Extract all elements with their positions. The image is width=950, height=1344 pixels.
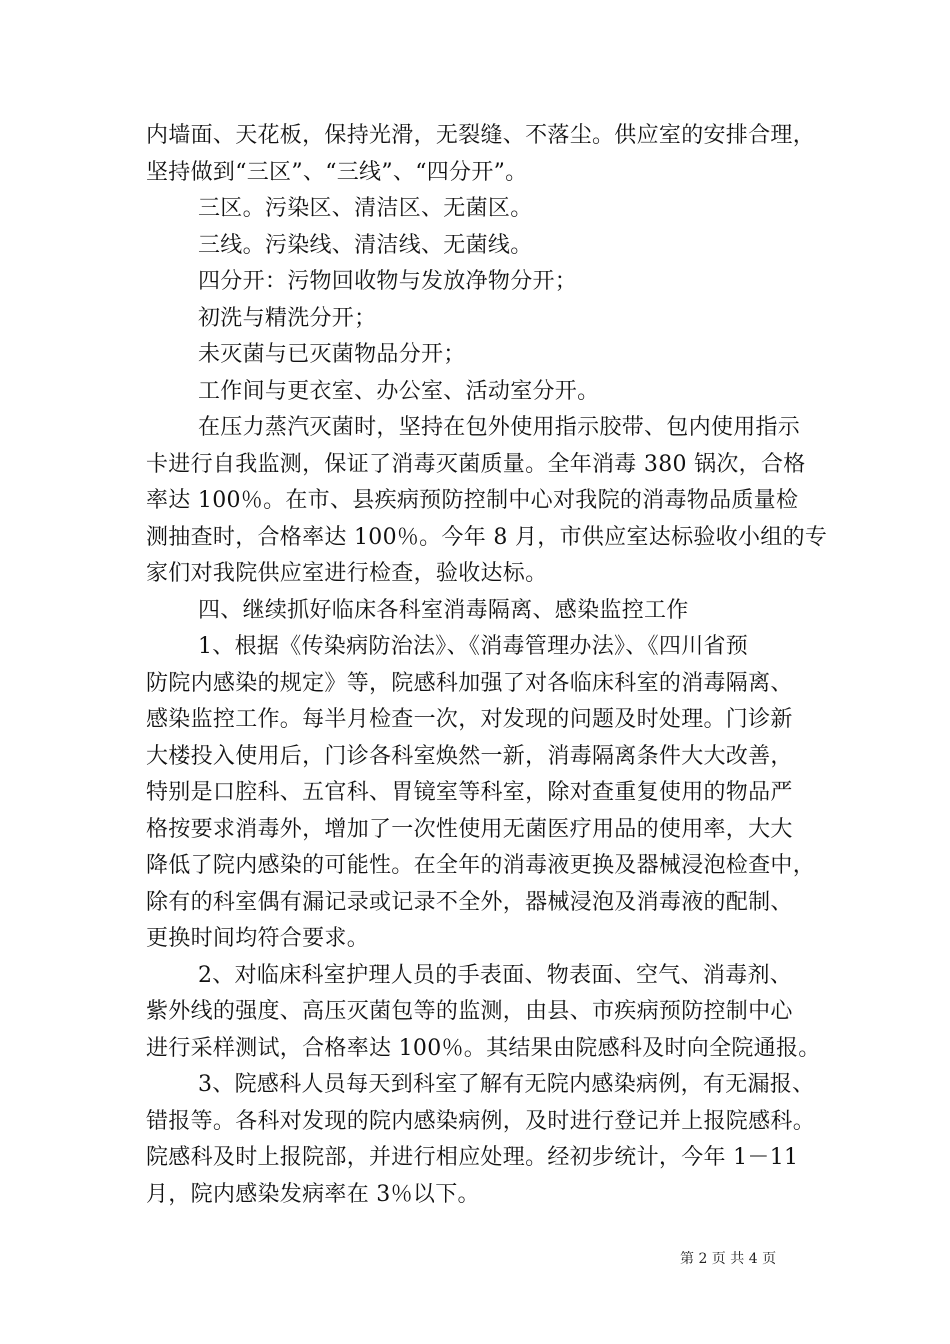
text-line: 内墙面、天花板，保持光滑，无裂缝、不落尘。供应室的安排合理， — [146, 123, 816, 148]
text-line: 降低了院内感染的可能性。在全年的消毒液更换及器械浸泡检查中， — [146, 853, 816, 878]
text-line: 四分开：污物回收物与发放净物分开； — [198, 269, 578, 294]
text-line: 2、对临床科室护理人员的手表面、物表面、空气、消毒剂、 — [198, 962, 793, 988]
text-line: 工作间与更衣室、办公室、活动室分开。 — [198, 378, 600, 404]
text-line: 在压力蒸汽灭菌时，坚持在包外使用指示胶带、包内使用指示 — [198, 415, 801, 440]
text-line: 坚持做到“三区”、“三线”、“四分开”。 — [146, 159, 528, 185]
text-line: 防院内感染的规定》等，院感科加强了对各临床科室的消毒隔离、 — [146, 670, 793, 696]
text-line: 月，院内感染发病率在 3％以下。 — [146, 1181, 480, 1207]
text-line: 感染监控工作。每半月检查一次，对发现的问题及时处理。门诊新 — [146, 707, 793, 732]
text-line: 特别是口腔科、五官科、胃镜室等科室，除对查重复使用的物品严 — [146, 780, 793, 805]
text-line: 家们对我院供应室进行检查，验收达标。 — [146, 561, 548, 586]
text-line: 大楼投入使用后，门诊各科室焕然一新，消毒隔离条件大大改善， — [146, 743, 793, 769]
text-line: 测抽查时，合格率达 100％。今年 8 月，市供应室达标验收小组的专 — [146, 524, 828, 550]
page-number: 第 2 页 共 4 页 — [680, 1251, 777, 1267]
text-line: 格按要求消毒外，增加了一次性使用无菌医疗用品的使用率，大大 — [146, 816, 793, 842]
text-line: 更换时间均符合要求。 — [146, 926, 370, 951]
text-line: 未灭菌与已灭菌物品分开； — [198, 342, 466, 367]
text-line: 率达 100％。在市、县疾病预防控制中心对我院的消毒物品质量检 — [146, 488, 799, 513]
text-line: 四、继续抓好临床各科室消毒隔离、感染监控工作 — [198, 597, 689, 623]
text-line: 院感科及时上报院部，并进行相应处理。经初步统计，今年 1－11 — [146, 1145, 799, 1170]
text-line: 1、根据《传染病防治法》、《消毒管理办法》、《四川省预 — [198, 634, 749, 659]
text-line: 卡进行自我监测，保证了消毒灭菌质量。全年消毒 380 锅次，合格 — [146, 451, 806, 477]
text-line: 三线。污染线、清洁线、无菌线。 — [198, 232, 533, 258]
text-line: 错报等。各科对发现的院内感染病例，及时进行登记并上报院感科。 — [146, 1108, 816, 1134]
text-line: 三区。污染区、清洁区、无菌区。 — [198, 196, 533, 221]
text-line: 初洗与精洗分开； — [198, 305, 377, 331]
text-line: 3、院感科人员每天到科室了解有无院内感染病例，有无漏报、 — [198, 1072, 815, 1097]
text-line: 除有的科室偶有漏记录或记录不全外，器械浸泡及消毒液的配制、 — [146, 889, 793, 915]
text-line: 紫外线的强度、高压灭菌包等的监测，由县、市疾病预防控制中心 — [146, 999, 793, 1024]
text-line: 进行采样测试，合格率达 100％。其结果由院感科及时向全院通报。 — [146, 1035, 821, 1061]
document-body — [146, 118, 832, 1213]
